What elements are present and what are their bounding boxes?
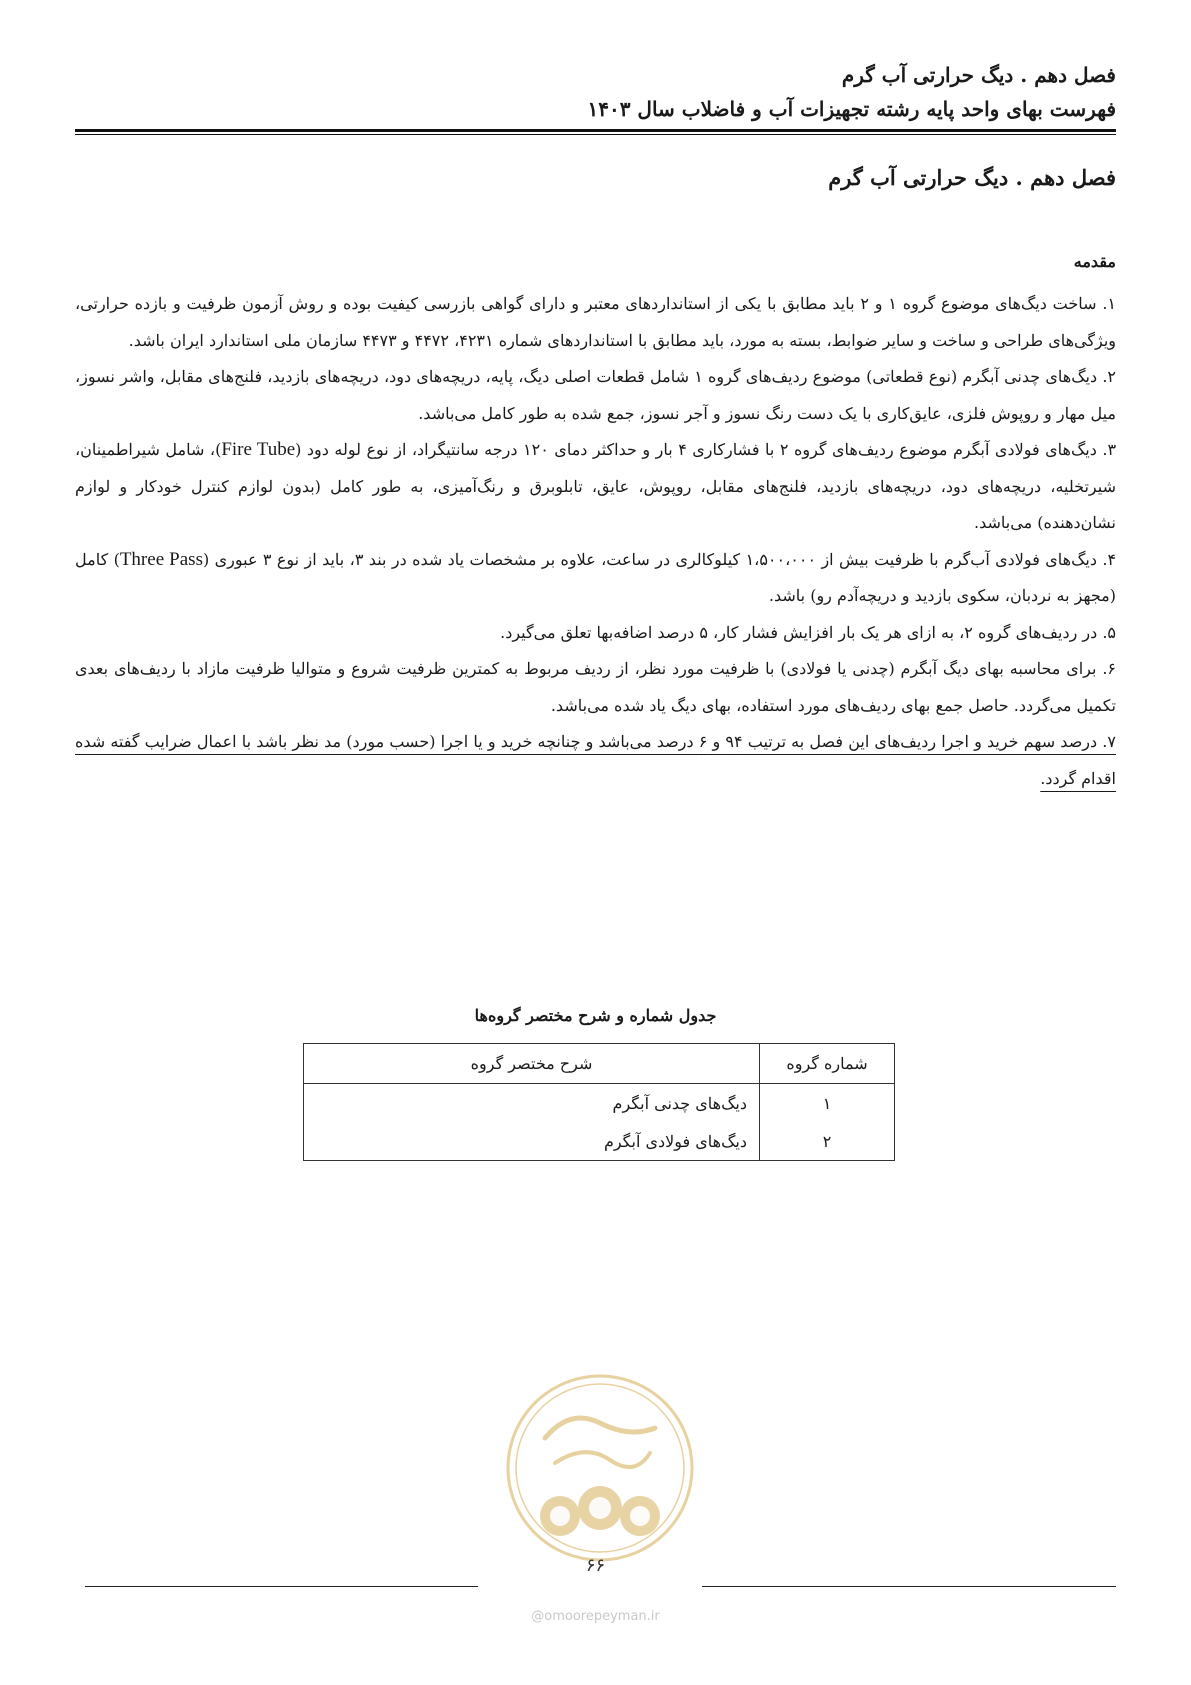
intro-item-6: ۶. برای محاسبه بهای دیگ آبگرم (چدنی یا فولادی) با ظرفیت مورد نظر، از ردیف مربوط به کمترین ظرفیت شروع و متوالیا ظرفیت مازاد با ردیف‌های بعدی تکمیل می‌گردد. حاصل جمع بهای ردیف‌های مورد استفاده، بهای دیگ یاد شده می‌باشد.: [75, 659, 1116, 715]
intro-item-4-text: ۴. دیگ‌های فولادی آب‌گرم با ظرفیت بیش از ۱،۵۰۰،۰۰۰ کیلوکالری در ساعت، علاوه بر مشخصات یاد شده در بند ۳، باید از نوع ۳ عبوری: [214, 549, 1117, 569]
group-number-cell: ۱: [760, 1084, 895, 1123]
publisher-logo-watermark: [500, 1368, 700, 1568]
intro-item-2: ۲. دیگ‌های چدنی آبگرم (نوع قطعاتی) موضوع ردیف‌های گروه ۱ شامل قطعات اصلی دیگ، پایه، دریچه‌های دود، دریچه‌های بازدید، فلنج‌های مقابل، واشر نسوز، میل مهار و روپوش فلزی، عایق‌کاری با یک دست رنگ نسوز و آجر نسوز، جمع شده به طور کامل می‌باشد.: [75, 367, 1116, 423]
intro-item-4: ۴. دیگ‌های فولادی آب‌گرم با ظرفیت بیش از ۱،۵۰۰،۰۰۰ کیلوکالری در ساعت، علاوه بر مشخصات یاد شده در بند ۳، باید از نوع ۳ عبوری (Three Pass) کامل (مجهز به نردبان، سکوی بازدید و دریچه‌آدم رو) باشد.: [75, 548, 1117, 605]
group-number-cell: ۲: [760, 1122, 895, 1161]
intro-item-3-english: Fire Tube: [221, 439, 296, 460]
header-chapter-line: فصل دهم . دیگ حرارتی آب گرم: [841, 63, 1116, 87]
table-row: [304, 1084, 895, 1123]
header-divider: [75, 129, 1116, 135]
header-group-description: شرح مختصر گروه: [304, 1044, 760, 1084]
group-description-cell: دیگ‌های چدنی آبگرم: [304, 1084, 760, 1123]
intro-item-4-english: Three Pass: [119, 548, 203, 570]
group-description-cell: دیگ‌های فولادی آبگرم: [304, 1122, 760, 1161]
intro-item-7: ۷. درصد سهم خرید و اجرا ردیف‌های این فصل به ترتیب ۹۴ و ۶ درصد می‌باشد و چنانچه خرید و یا اجرا (حسب مورد) مد نظر باشد با اعمال ضرایب گفته شده اقدام گردد.: [75, 732, 1116, 788]
running-header: [75, 58, 1116, 126]
intro-item-3-text: ۳. دیگ‌های فولادی آبگرم موضوع ردیف‌های گروه ۲ با فشارکاری ۴ بار و حداکثر دمای ۱۲۰ درجه سانتیگراد، از نوع لوله دود: [306, 440, 1117, 459]
intro-item-3: ۳. دیگ‌های فولادی آبگرم موضوع ردیف‌های گروه ۲ با فشارکاری ۴ بار و حداکثر دمای ۱۲۰ درجه سانتیگراد، از نوع لوله دود (Fire Tube)، شامل شیراطمینان، شیرتخلیه، دریچه‌های دود، دریچه‌های بازدید، فلنج‌های مقابل، روپوش، عایق، تابلوبرق و رنگ‌آمیزی، به طور کامل (بدون لوازم کنترل خودکار و لوازم نشان‌دهنده) می‌باشد.: [75, 439, 1117, 532]
groups-table: [303, 1043, 895, 1161]
intro-body: [75, 286, 1116, 797]
footer-divider-left: [85, 1586, 478, 1587]
table-row: [304, 1122, 895, 1161]
table-header-row: [304, 1044, 895, 1084]
intro-item-5: ۵. در ردیف‌های گروه ۲، به ازای هر یک بار افزایش فشار کار، ۵ درصد اضافه‌بها تعلق می‌گیرد.: [500, 622, 1116, 642]
intro-item-1: ۱. ساخت دیگ‌های موضوع گروه ۱ و ۲ باید مطابق با یکی از استانداردهای معتبر و دارای گواهی بازرسی کیفیت بوده و روش آزمون ظرفیت و بازده حرارتی، ویژگی‌های طراحی و ساخت و سایر ضوابط، بسته به مورد، باید مطابق با استانداردهای شماره ۴۲۳۱، ۴۴۷۲ و ۴۴۷۳ سازمان ملی استاندارد ایران باشد.: [75, 294, 1116, 350]
site-watermark: @omoorepeyman.ir: [531, 1609, 660, 1624]
table-caption: جدول شماره و شرح مختصر گروه‌ها: [474, 1006, 717, 1025]
intro-heading: مقدمه: [1073, 252, 1116, 271]
page-number: ۶۶: [585, 1555, 606, 1576]
header-group-number: شماره گروه: [760, 1044, 895, 1084]
header-catalog-line: فهرست بهای واحد پایه رشته تجهیزات آب و فاضلاب سال ۱۴۰۳: [587, 97, 1116, 121]
chapter-title: فصل دهم . دیگ حرارتی آب گرم: [828, 165, 1116, 190]
intro-item-3-rest: ، شامل شیراطمینان، شیرتخلیه، دریچه‌های دود، دریچه‌های بازدید، فلنج‌های مقابل، روپوش، عایق، تابلوبرق و رنگ‌آمیزی، به طور کامل (بدون لوازم کنترل خودکار و لوازم نشان‌دهنده) می‌باشد.: [75, 440, 1116, 532]
intro-item-4-rest: کامل (مجهز به نردبان، سکوی بازدید و دریچه‌آدم رو) باشد.: [75, 549, 1116, 605]
footer-divider-right: [702, 1586, 1116, 1587]
